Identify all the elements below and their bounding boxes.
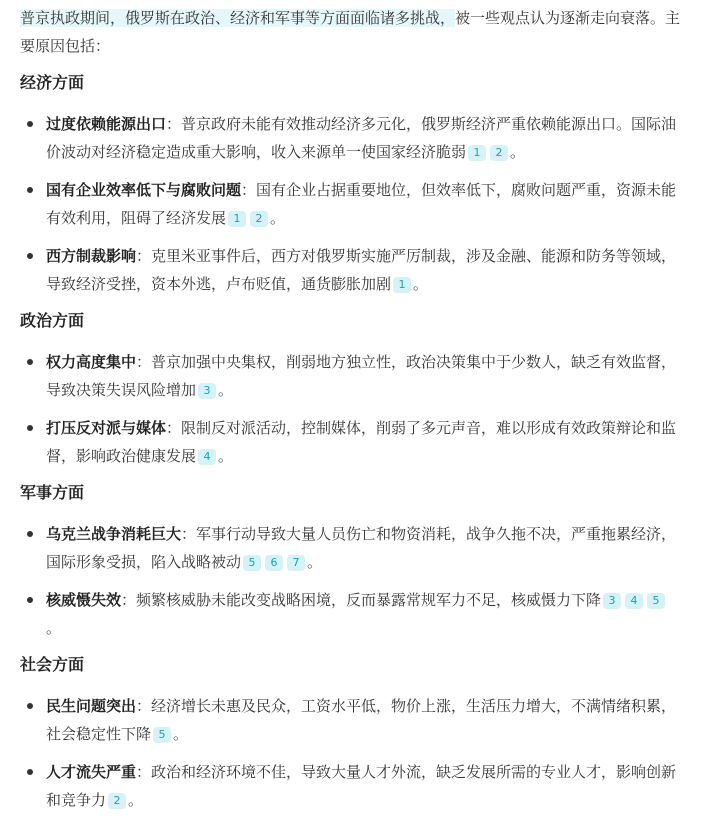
citation-badge[interactable]: 6	[265, 555, 283, 571]
item-term: 民生问题突出	[46, 697, 137, 715]
citation-badge[interactable]: 1	[228, 211, 246, 227]
citation-badge[interactable]: 5	[153, 727, 171, 743]
item-text: ：普京政府未能有效推动经济多元化，俄罗斯经济严重依赖能源出口。国际油价波动对经济稳定造成重大影响，收入来源单一使国家经济脆弱	[46, 115, 677, 161]
section-title: 军事方面	[20, 483, 85, 502]
section-list	[20, 520, 682, 642]
item-text: ：克里米亚事件后，西方对俄罗斯实施严厉制裁，涉及金融、能源和防务等领域，导致经济受挫，资本外逃，卢布贬值，通货膨胀加剧	[46, 247, 677, 293]
list-item	[20, 176, 682, 232]
item-end-punct: 。	[46, 619, 62, 637]
item-end-punct: 。	[270, 209, 286, 227]
citation-badge[interactable]: 5	[243, 555, 261, 571]
item-end-punct: 。	[173, 725, 189, 743]
list-item	[20, 758, 682, 814]
list-item	[20, 414, 682, 470]
list-item	[20, 520, 682, 576]
item-term: 乌克兰战争消耗巨大	[46, 525, 182, 543]
section-title: 社会方面	[20, 655, 85, 674]
list-item	[20, 586, 682, 642]
item-end-punct: 。	[218, 447, 234, 465]
item-term: 核威慑失效	[46, 591, 122, 609]
citation-badge[interactable]: 5	[647, 593, 665, 609]
section-list	[20, 348, 682, 470]
item-text: ：限制反对派活动，控制媒体，削弱了多元声音，难以形成有效政策辩论和监督，影响政治健康发展	[46, 419, 677, 465]
citation-badge[interactable]: 3	[603, 593, 621, 609]
citation-badge[interactable]: 7	[287, 555, 305, 571]
list-item	[20, 242, 682, 298]
item-end-punct: 。	[413, 275, 429, 293]
item-end-punct: 。	[128, 791, 144, 809]
item-term: 西方制裁影响	[46, 247, 137, 265]
item-term: 权力高度集中	[46, 353, 137, 371]
item-text: ：军事行动导致大量人员伤亡和物资消耗，战争久拖不决，严重拖累经济，国际形象受损，陷入战略被动	[46, 525, 677, 571]
citation-badge[interactable]: 1	[393, 277, 411, 293]
item-term: 过度依赖能源出口	[46, 115, 167, 133]
section-title: 政治方面	[20, 311, 85, 330]
citation-badge[interactable]: 4	[198, 449, 216, 465]
item-end-punct: 。	[510, 143, 526, 161]
citation-badge[interactable]: 4	[625, 593, 643, 609]
intro-highlight: 普京执政期间，俄罗斯在政治、经济和军事等方面面临诸多挑战，	[20, 9, 456, 27]
item-end-punct: 。	[218, 381, 234, 399]
list-item	[20, 692, 682, 748]
item-text: ：国有企业占据重要地位，但效率低下，腐败问题严重，资源未能有效利用，阻碍了经济发展	[46, 181, 677, 227]
intro-paragraph	[20, 4, 682, 60]
list-item	[20, 110, 682, 166]
citation-badge[interactable]: 2	[250, 211, 268, 227]
item-term: 国有企业效率低下与腐败问题	[46, 181, 242, 199]
item-text: ：政治和经济环境不佳，导致大量人才外流，缺乏发展所需的专业人才，影响创新和竞争力	[46, 763, 677, 809]
item-text: ：频繁核威胁未能改变战略困境，反而暴露常规军力不足，核威慑力下降	[121, 591, 602, 609]
section-list	[20, 110, 682, 298]
item-end-punct: 。	[307, 553, 323, 571]
item-term: 人才流失严重	[46, 763, 137, 781]
citation-badge[interactable]: 1	[468, 145, 486, 161]
section-title: 经济方面	[20, 73, 85, 92]
citation-badge[interactable]: 2	[490, 145, 508, 161]
citation-badge[interactable]: 3	[198, 383, 216, 399]
section-list	[20, 692, 682, 814]
list-item	[20, 348, 682, 404]
item-text: ：经济增长未惠及民众，工资水平低，物价上涨，生活压力增大，不满情绪积累，社会稳定性下降	[46, 697, 677, 743]
sections-container	[20, 70, 682, 814]
item-term: 打压反对派与媒体	[46, 419, 167, 437]
item-text: ：普京加强中央集权，削弱地方独立性，政治决策集中于少数人，缺乏有效监督，导致决策失误风险增加	[46, 353, 677, 399]
intro-rest: 被一些观点认为逐渐走向衰落。主要原因包括：	[20, 9, 681, 55]
citation-badge[interactable]: 2	[108, 793, 126, 809]
